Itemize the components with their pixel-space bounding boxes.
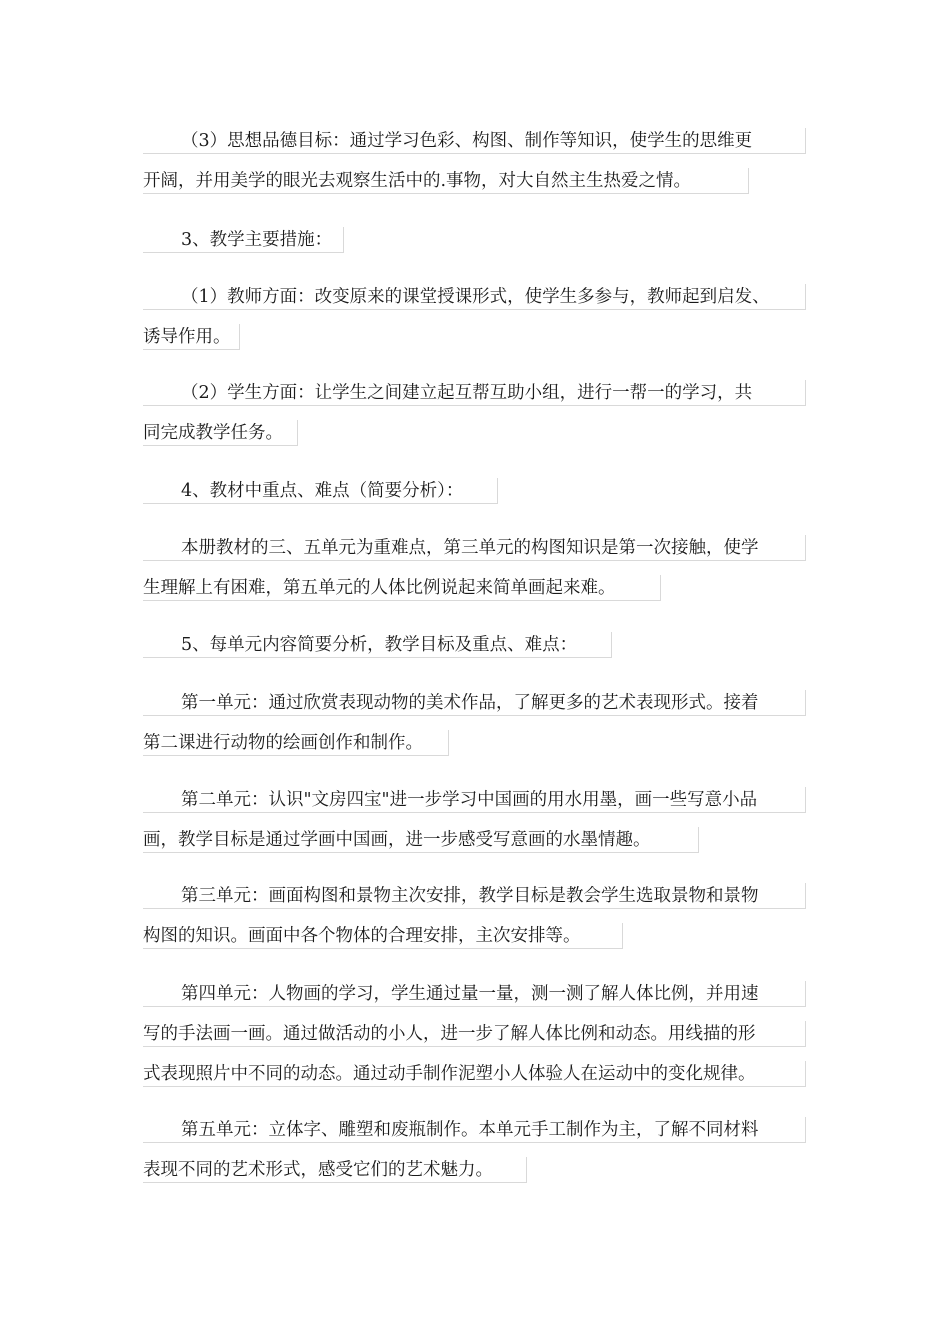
paragraph-student-aspect xyxy=(143,380,806,446)
paragraph-textbook-analysis xyxy=(143,535,806,601)
text-line: 写的手法画一画。通过做活动的小人，进一步了解人体比例和动态。用线描的形 xyxy=(143,1021,806,1047)
text-line: 表现不同的艺术形式，感受它们的艺术魅力。 xyxy=(143,1157,527,1183)
text-line: 3、教学主要措施： xyxy=(143,227,344,253)
paragraph-unit-5 xyxy=(143,1117,806,1183)
paragraph-moral-goal xyxy=(143,128,806,194)
text-line: 4、教材中重点、难点（简要分析）： xyxy=(143,478,498,504)
text-line: 构图的知识。画面中各个物体的合理安排，主次安排等。 xyxy=(143,923,623,949)
text-line: 画，教学目标是通过学画中国画，进一步感受写意画的水墨情趣。 xyxy=(143,827,699,853)
text-line: 第二单元：认识"文房四宝"进一步学习中国画的用水用墨，画一些写意小品 xyxy=(143,787,806,813)
text-line: 本册教材的三、五单元为重难点，第三单元的构图知识是第一次接触，使学 xyxy=(143,535,806,561)
text-line: 第二课进行动物的绘画创作和制作。 xyxy=(143,730,449,756)
paragraph-unit-4 xyxy=(143,981,806,1087)
heading-teaching-measures xyxy=(143,227,344,253)
text-line: 开阔，并用美学的眼光去观察生活中的.事物，对大自然主生热爱之情。 xyxy=(143,168,749,194)
heading-key-difficult-points xyxy=(143,478,498,504)
paragraph-unit-3 xyxy=(143,883,806,949)
text-line: 同完成教学任务。 xyxy=(143,420,298,446)
text-line: 生理解上有困难，第五单元的人体比例说起来简单画起来难。 xyxy=(143,575,661,601)
heading-unit-analysis xyxy=(143,632,612,658)
text-line: 第一单元：通过欣赏表现动物的美术作品，了解更多的艺术表现形式。接着 xyxy=(143,690,806,716)
text-line: 第四单元：人物画的学习，学生通过量一量，测一测了解人体比例，并用速 xyxy=(143,981,806,1007)
text-line: 第三单元：画面构图和景物主次安排，教学目标是教会学生选取景物和景物 xyxy=(143,883,806,909)
text-line: 5、每单元内容简要分析，教学目标及重点、难点： xyxy=(143,632,612,658)
text-line: 第五单元：立体字、雕塑和废瓶制作。本单元手工制作为主，了解不同材料 xyxy=(143,1117,806,1143)
text-line: 诱导作用。 xyxy=(143,324,240,350)
text-line: （2）学生方面：让学生之间建立起互帮互助小组，进行一帮一的学习，共 xyxy=(143,380,806,406)
text-line: （1）教师方面：改变原来的课堂授课形式，使学生多参与，教师起到启发、 xyxy=(143,284,806,310)
text-line: （3）思想品德目标：通过学习色彩、构图、制作等知识，使学生的思维更 xyxy=(143,128,806,154)
text-line: 式表现照片中不同的动态。通过动手制作泥塑小人体验人在运动中的变化规律。 xyxy=(143,1061,806,1087)
paragraph-unit-1 xyxy=(143,690,806,756)
paragraph-teacher-aspect xyxy=(143,284,806,350)
paragraph-unit-2 xyxy=(143,787,806,853)
